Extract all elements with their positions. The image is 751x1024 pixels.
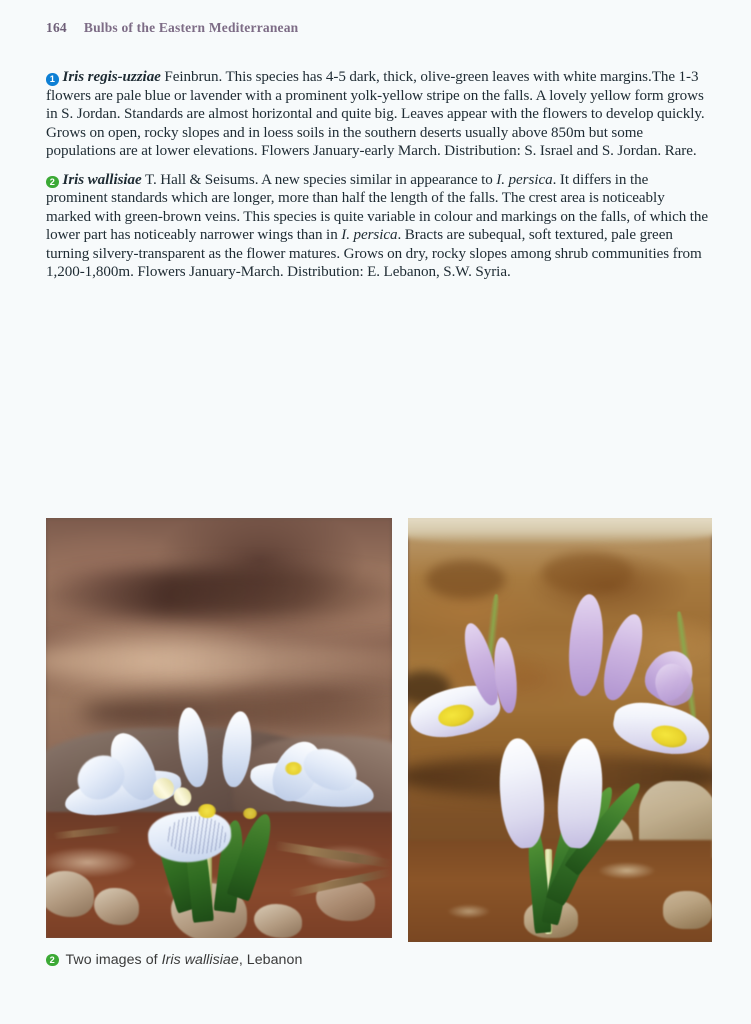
photo-right-iris-wallisiae: [408, 518, 712, 942]
caption-text-before: Two images of: [65, 952, 162, 968]
running-head: [46, 20, 298, 36]
species-description-2-part-1: T. Hall & Seisums. A new species similar in appearance to: [141, 171, 497, 188]
species-reference-2: I. persica: [341, 227, 398, 244]
left-photo-pebble: [94, 888, 139, 926]
right-photo-rock-mottle: [426, 560, 505, 598]
left-photo-yellow-signal-right: [285, 762, 302, 775]
caption-text: [66, 952, 303, 968]
entry-marker-2-icon: 2: [46, 176, 59, 189]
species-reference-1: I. persica: [496, 171, 553, 188]
caption-species-name: Iris wallisiae: [161, 952, 239, 968]
photo-plate-row: [46, 518, 712, 942]
right-photo-rock-mottle: [542, 552, 633, 594]
body-text-column: [46, 68, 712, 290]
species-name-1: Iris regis-uzziae: [62, 69, 161, 85]
species-description-2-part-2: . It differs in the prominent standards which are longer, more than half the length of the falls. The crest area is noticeably marked with green-brown veins. This species is quite variable in colour and markings on the falls, of which the lower part has noticeably narrower wings than in: [46, 171, 709, 244]
caption-marker-icon: 2: [46, 954, 59, 967]
right-photo-pebble: [663, 891, 712, 929]
entry-marker-1-icon: 1: [46, 73, 59, 86]
page-folio-number: 164: [46, 20, 67, 35]
species-description-1: Feinbrun. This species has 4-5 dark, thick, olive-green leaves with white margins.The 1-3 flowers are pale blue or lavender with a prominent yolk-yellow stripe on the falls. A lovely yellow form grows in S. Jordan. Standards are almost horizontal and quite big. Leaves appear with the flowers to develop quickly. Grows on open, rocky slopes and in loess soils in the southern deserts usually above 850m but some populations are at lower elevations. Flowers January-early March. Distribution: S. Israel and S. Jordan. Rare.: [46, 69, 705, 160]
photo-left-iris-wallisiae: [46, 518, 392, 938]
left-photo-petal-veins: [167, 816, 226, 854]
species-entry-2: [46, 171, 712, 282]
right-photo-caprock: [408, 518, 712, 543]
figure-caption: [46, 952, 302, 968]
caption-text-after: , Lebanon: [238, 952, 303, 968]
left-photo-blur-band-light: [46, 640, 392, 682]
species-entry-1: [46, 68, 712, 161]
species-description-2-part-3: . Bracts are subequal, soft textured, pale green turning silvery-transparent as the flower matures. Grows on dry, rocky slopes among shrub communities from 1,200-1,800m. Flowers January-March. Distribution: E. Lebanon, S.W. Syria.: [46, 227, 702, 281]
left-photo-yellow-signal-center: [198, 804, 215, 818]
species-name-2: Iris wallisiae: [62, 171, 142, 188]
left-photo-blur-band-upper: [46, 568, 392, 618]
book-title: Bulbs of the Eastern Mediterranean: [83, 20, 299, 35]
left-photo-yellow-signal-lower: [243, 808, 257, 819]
